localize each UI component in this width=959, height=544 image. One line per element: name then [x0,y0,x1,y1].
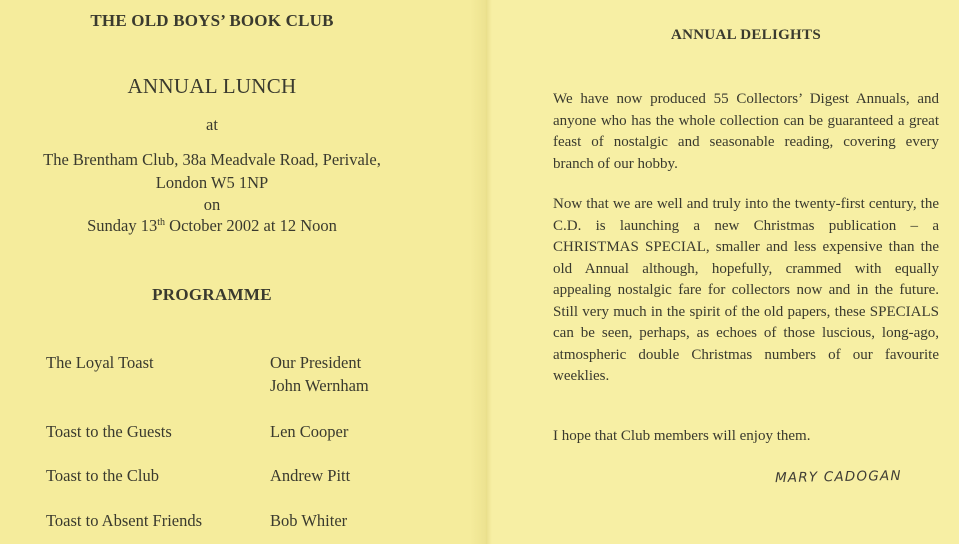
date-day: Sunday 13 [87,216,158,235]
toast-speaker: Len Cooper [270,422,349,441]
article-title: ANNUAL DELIGHTS [671,27,821,43]
toast-name: Toast to Absent Friends [46,511,203,530]
toast-name: Toast to the Club [46,466,159,485]
date-suffix: th [157,217,166,228]
page-fold [486,0,492,544]
article-paragraph-1: We have now produced 55 Collectors’ Digest Annuals, and anyone who has the whole collection can be guaranteed a great feast of nostalgic and seasonable reading, covering every branch of our hobby. [553,91,939,172]
fold-shadow [470,0,486,544]
toast-name: Toast to the Guests [46,422,172,441]
at-text: at [206,115,218,134]
toast-speaker: Our President [270,353,362,372]
article-paragraph-3: I hope that Club members will enjoy them. [553,428,811,444]
article-paragraph-2: Now that we are well and truly into the twenty-first century, the C.D. is launching a new Christmas publication – a CHRISTMAS SPECIAL, smaller and less expensive than the old Annual although, hopefully, crammed with equally appealing nostalgic fare for collectors now and in the future. Still very much in the spirit of the old papers, these SPECIALS can be seen, perhaps, as echoes of those luscious, long-ago, atmospheric double Christmas numbers of our favourite weeklies. [553,196,939,384]
on-text: on [203,195,221,214]
venue-line-2: London W5 1NP [155,173,269,192]
toast-speaker: Bob Whiter [270,511,348,530]
club-title: THE OLD BOYS’ BOOK CLUB [90,11,334,30]
venue-line-1: The Brentham Club, 38a Meadvale Road, Perivale, [43,150,381,169]
toast-speaker: Andrew Pitt [270,466,351,485]
date-rest: October 2002 at 12 Noon [165,216,337,235]
programme-title: PROGRAMME [152,285,272,304]
event-date [0,215,424,237]
lunch-title: ANNUAL LUNCH [127,74,297,98]
author-signature: MARY CADOGAN [774,467,902,487]
toast-name: The Loyal Toast [46,353,154,372]
toast-speaker-name: John Wernham [270,376,369,395]
